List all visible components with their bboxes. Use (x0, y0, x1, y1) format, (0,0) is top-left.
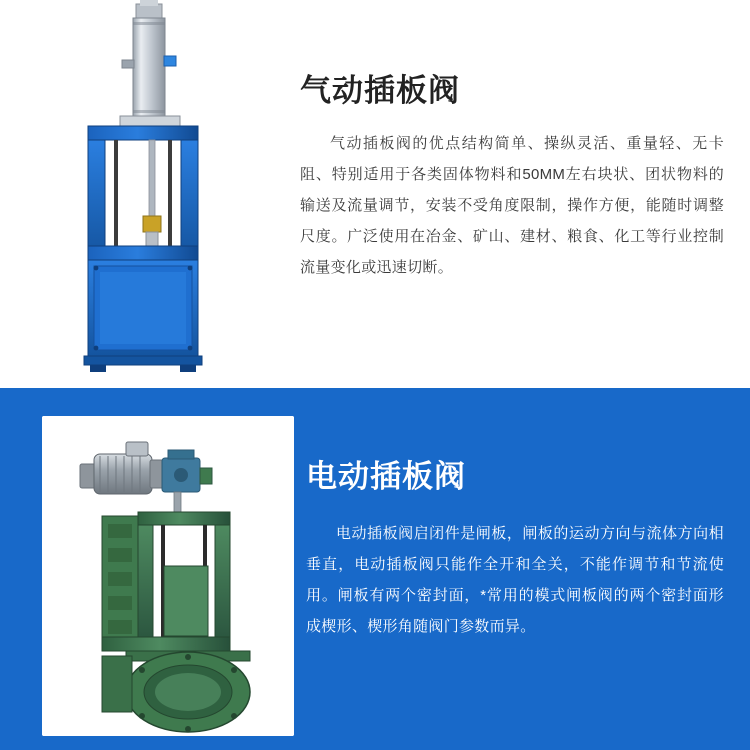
pneumatic-valve-illustration (28, 0, 280, 382)
section-electric-valve (0, 388, 750, 750)
electric-title: 电动插板阀 (306, 459, 466, 494)
pneumatic-valve-image (28, 0, 280, 382)
electric-text-block (306, 458, 724, 642)
electric-body: 电动插板阀启闭件是闸板，闸板的运动方向与流体方向相垂直，电动插板阀只能作全开和全关，不能作调节和节流使用。闸板有两个密封面，*常用的模式闸板阀的两个密封面形成楔形、楔形角随阀门参数而异。 (306, 525, 724, 635)
pneumatic-body: 气动插板阀的优点结构简单、操纵灵活、重量轻、无卡阻、特别适用于各类固体物料和50MM左右块状、团状物料的输送及流量调节，安装不受角度限制，操作方便，能随时调整尺度。广泛使用在冶金、矿山、建材、粮食、化工等行业控制流量变化或迅速切断。 (300, 135, 724, 276)
pneumatic-text-block (300, 72, 724, 283)
electric-valve-illustration (42, 416, 294, 736)
electric-valve-image (42, 416, 294, 736)
pneumatic-title: 气动插板阀 (300, 73, 460, 108)
